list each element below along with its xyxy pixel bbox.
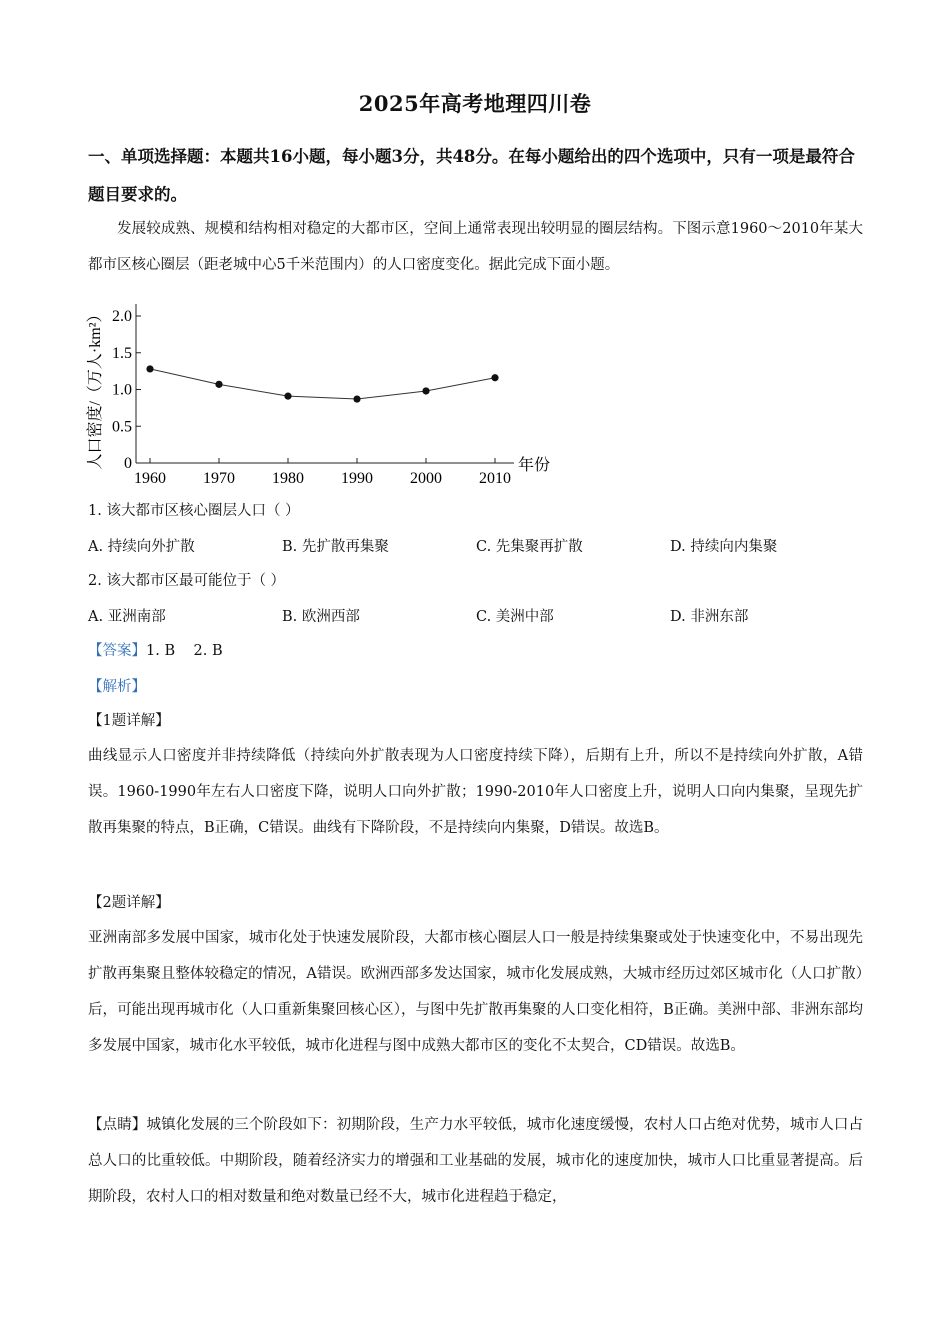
answer-text: 1. B 2. B: [146, 643, 223, 659]
detail1-tag: 【1题详解】: [88, 713, 170, 729]
q2-stem: 2. 该大都市区最可能位于（ ）: [88, 573, 286, 589]
y-ticks: [112, 308, 141, 472]
y-tick-label: 1.0: [112, 381, 132, 399]
x-tick-label: 1960: [134, 470, 166, 487]
y-tick-label: 0.5: [112, 418, 132, 436]
answer-tag: 【答案】: [88, 643, 146, 659]
chart-axes: [136, 304, 514, 463]
y-tick-label: 0: [124, 455, 132, 472]
section-heading: 一、单项选择题：本题共16小题，每小题3分，共48分。在每小题给出的四个选项中，只有一项是最符合题目要求的。: [88, 147, 855, 204]
data-point: [491, 374, 498, 381]
x-tick-label: 2000: [410, 470, 442, 487]
data-point: [215, 381, 222, 388]
y-axis-label: 人口密度/（万人·km²）: [87, 306, 104, 470]
data-point: [146, 365, 153, 372]
x-ticks: [134, 458, 511, 487]
tip-text: 城镇化发展的三个阶段如下：初期阶段，生产力水平较低，城市化速度缓慢，农村人口占绝对优势，城市人口占总人口的比重较低。中期阶段，随着经济实力的增强和工业基础的发展，城市化的速度加快，城市人口比重显著提高。后期阶段，农村人口的相对数量和绝对数量已经不大，城市化进程趋于稳定，: [88, 1117, 863, 1205]
q2-option-d: D. 非洲东部: [670, 609, 749, 625]
data-point: [353, 395, 360, 402]
data-point: [284, 393, 291, 400]
x-tick-label: 1970: [203, 470, 235, 487]
q1-option-a: A. 持续向外扩散: [88, 539, 195, 555]
q1-option-d: D. 持续向内集聚: [670, 539, 778, 555]
tip-paragraph: [88, 1107, 863, 1215]
data-points: [146, 365, 498, 402]
analysis-tag: 【解析】: [88, 679, 146, 695]
series-line: [150, 369, 495, 399]
detail2-text: 亚洲南部多发展中国家，城市化处于快速发展阶段，大都市核心圈层人口一般是持续集聚或处于快速变化中，不易出现先扩散再集聚且整体较稳定的情况，A错误。欧洲西部多发达国家，城市化发展成熟，大城市经历过郊区城市化（人口扩散）后，可能出现再城市化（人口重新集聚回核心区），与图中先扩散再集聚的人口变化相符，B正确。美洲中部、非洲东部均多发展中国家，城市化水平较低，城市化进程与图中成熟大都市区的变化不太契合，CD错误。故选B。: [88, 930, 863, 1054]
page-title: 2025年高考地理四川卷: [358, 91, 592, 116]
q1-option-b: B. 先扩散再集聚: [282, 539, 389, 555]
q2-option-a: A. 亚洲南部: [88, 609, 166, 625]
q2-option-b: B. 欧洲西部: [282, 609, 360, 625]
x-tick-label: 1980: [272, 470, 304, 487]
x-tick-label: 1990: [341, 470, 373, 487]
q2-option-c: C. 美洲中部: [476, 609, 554, 625]
data-point: [422, 387, 429, 394]
detail1-text: 曲线显示人口密度并非持续降低（持续向外扩散表现为人口密度持续下降），后期有上升，所以不是持续向外扩散，A错误。1960-1990年左右人口密度下降，说明人口向外扩散；1990-2010年人口密度上升，说明人口向内集聚，呈现先扩散再集聚的特点，B正确，C错误。曲线有下降阶段，不是持续向内集聚，D错误。故选B。: [88, 748, 863, 836]
tip-tag: 【点睛】: [88, 1117, 147, 1133]
x-axis-label: 年份: [518, 457, 551, 474]
y-tick-label: 1.5: [112, 344, 132, 362]
population-density-chart: [80, 292, 560, 492]
q1-option-c: C. 先集聚再扩散: [476, 539, 583, 555]
intro-paragraph: 发展较成熟、规模和结构相对稳定的大都市区，空间上通常表现出较明显的圈层结构。下图示意1960～2010年某大都市区核心圈层（距老城中心5千米范围内）的人口密度变化。据此完成下面小题。: [88, 221, 863, 273]
x-tick-label: 2010: [479, 470, 511, 487]
y-tick-label: 2.0: [112, 308, 132, 325]
answer-line: [88, 640, 868, 662]
q1-stem: 1. 该大都市区核心圈层人口（ ）: [88, 503, 300, 519]
detail2-tag: 【2题详解】: [88, 895, 170, 911]
